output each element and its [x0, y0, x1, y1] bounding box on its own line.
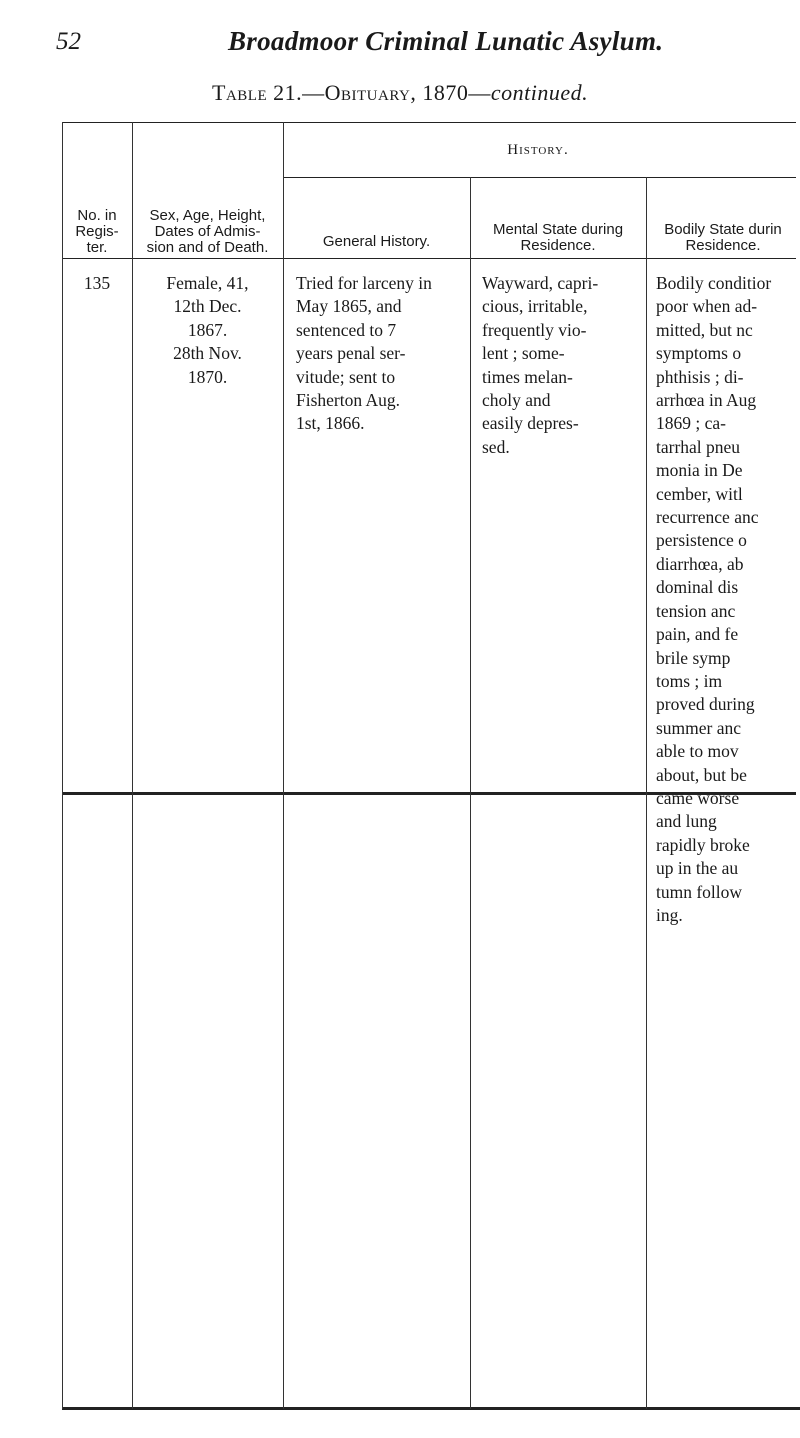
history-rule [283, 177, 796, 178]
mental-state: Wayward, capri- cious, irritable, frequently vio- lent ; some- times melan- choly and easily depres- sed. [482, 273, 599, 457]
header-bodily-state: Bodily State durin Residence. [664, 222, 782, 254]
history-header: History. [507, 142, 569, 158]
table-top-rule [62, 122, 796, 123]
header-sex-age: Sex, Age, Height, Dates of Admis- sion and of Death. [146, 207, 269, 256]
header-bottom-rule [62, 258, 796, 259]
col-divider-4 [646, 177, 647, 1409]
header-mental-state: Mental State during Residence. [492, 221, 624, 254]
bodily-state: Bodily conditior poor when ad- mitted, but nc symptoms o phthisis ; di- arrhœa in Aug 1869 ; ca- tarrhal pneu monia in De cember, witl recurrence anc persistence o diarrhœa, ab dominal dis tension anc pain, and fe brile symp toms ; im proved during summer anc able to mov about, but be came worse and lung rapidly broke up in the au tumn follow ing. [656, 273, 772, 925]
general-history: Tried for larceny in May 1865, and sentenced to 7 years penal ser- vitude; sent to Fisherton Aug. 1st, 1866. [296, 273, 432, 434]
table-title [212, 80, 588, 106]
sex-age-dates: Female, 41, 12th Dec. 1867. 28th Nov. 1870. [166, 273, 249, 387]
header-no-register: No. in Regis- ter. [75, 207, 119, 256]
register-number: 135 [83, 273, 111, 293]
col-divider-2 [283, 122, 284, 1409]
running-head: Broadmoor Criminal Lunatic Asylum. [228, 26, 664, 56]
table-title-continued: continued. [490, 80, 589, 105]
page-number: 52 [56, 28, 81, 55]
col-divider-3 [470, 177, 471, 1409]
table-title-main: Table 21.—Obituary, 1870— [212, 80, 491, 105]
table-left-rule [62, 122, 63, 1409]
table-bottom-rule [62, 1407, 800, 1410]
header-general-history: General History. [322, 233, 431, 250]
